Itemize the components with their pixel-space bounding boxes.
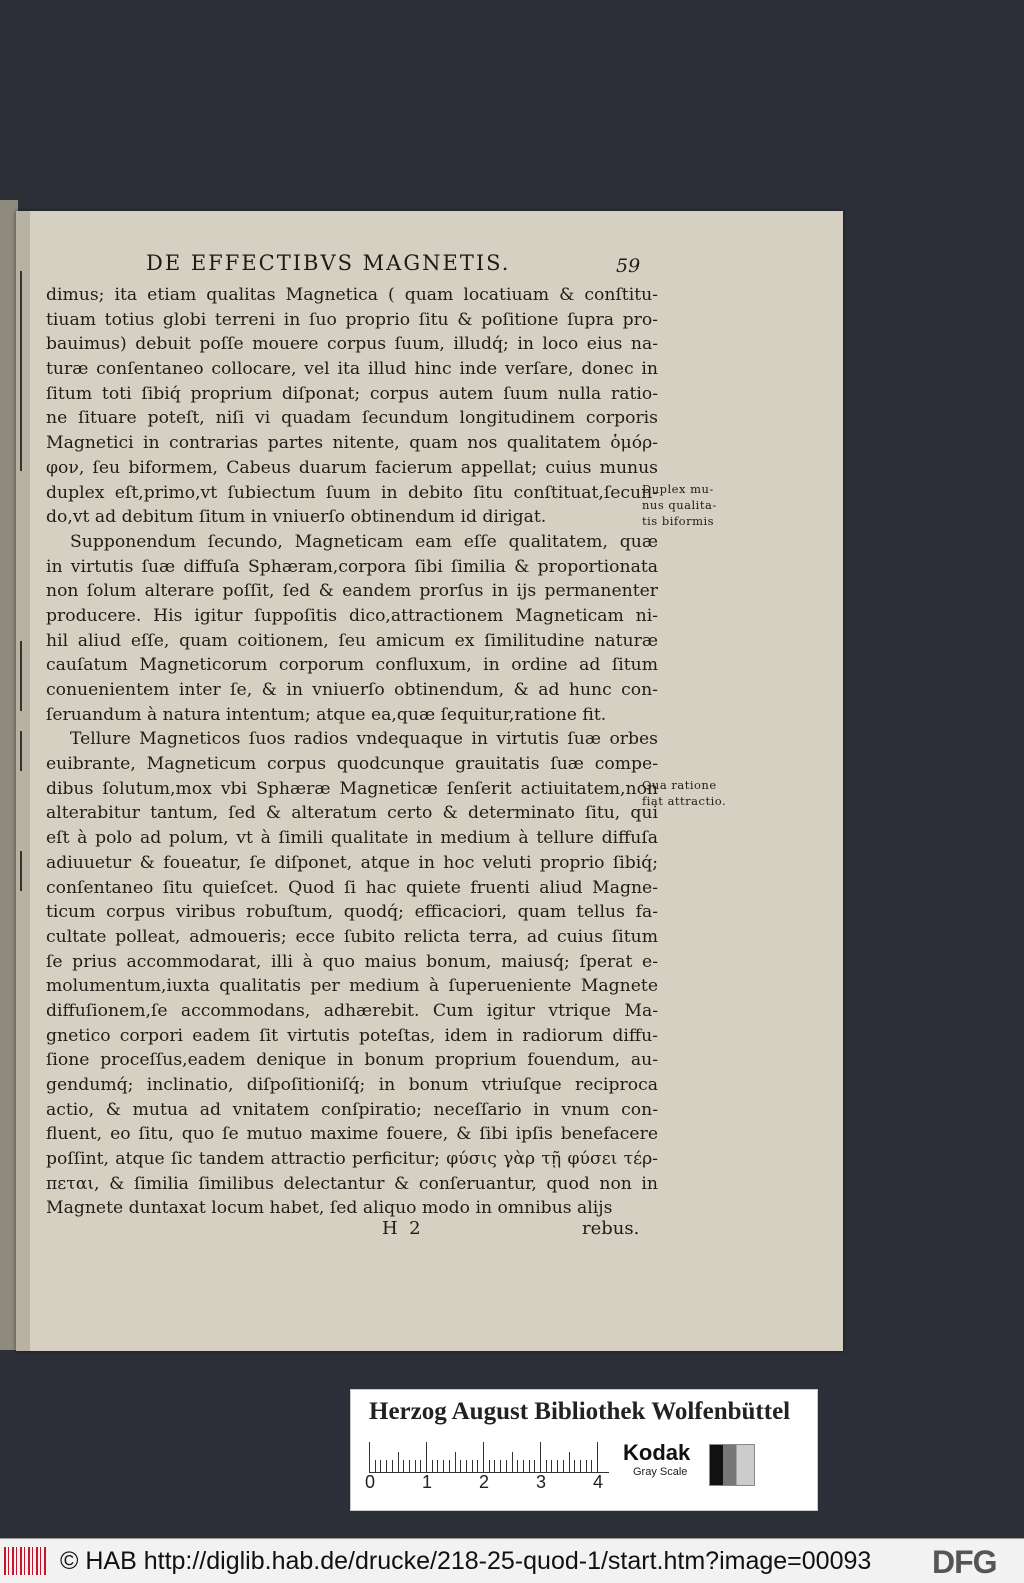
- body-text: [46, 283, 658, 1221]
- text-line: ſeruandum à natura intentum; atque ea,quæ ſequitur,ratione fit.: [46, 704, 607, 725]
- text-line: diffuſionem,ſe accommodans, adhærebit. Cum igitur vtrique Ma-: [46, 1000, 658, 1021]
- text-line: cauſatum Magneticorum corporum confluxum, in ordine ad ſitum: [46, 655, 658, 676]
- text-line: molumentum,iuxta qualitatis per medium à ſuperueniente Magnete: [46, 976, 658, 997]
- text-line: eſt à polo ad polum, vt à ſimili qualitate in medium à tellure diffuſa: [46, 828, 658, 849]
- text-line: gnetico corpori eadem ſit virtutis poteſtas, idem in radiorum diffu-: [46, 1025, 658, 1046]
- running-head: DE EFFECTIBVS MAGNETIS.: [146, 251, 511, 275]
- ruler-number: 2: [479, 1472, 490, 1492]
- text-line: producere. His igitur ſuppoſitis dico,attractionem Magneticam ni-: [46, 605, 658, 626]
- text-line: ſione proceſſus,eadem denique in bonum proprium fouendum, au-: [46, 1050, 658, 1071]
- text-line: hil aliud eſſe, quam coitionem, ſeu amicum ex ſimilitudine naturæ: [46, 630, 658, 651]
- margin-note-text: Duplex mu- nus qualita- tis biformis: [642, 482, 717, 528]
- text-line: conſentaneo ſitu quieſcet. Quod ſi hac quiete fruenti aliud Magne-: [46, 877, 658, 898]
- ruler-number: 3: [536, 1472, 547, 1492]
- text-line: ſitum toti ſibiq́ proprium diſponat; corpus autem ſuum nulla ratio-: [46, 383, 658, 404]
- text-line: cultate polleat, admoueris; ecce ſubito relicta terra, ad cuius ſitum: [46, 926, 658, 947]
- text-line: ne ſituare poteſt, niſi vi quadam ſecundum longitudinem corporis: [46, 408, 658, 429]
- text-line: gendumq́; inclinatio, diſpoſitioniſq́; in bonum vtriuſque reciproca: [46, 1075, 658, 1095]
- text-line: ticum corpus viribus robuſtum, quodq́; efficaciori, quam tellus fa-: [46, 902, 658, 923]
- grayscale-label: Gray Scale: [633, 1466, 688, 1478]
- barcode-icon: [4, 1547, 48, 1575]
- catchword: rebus.: [582, 1218, 640, 1239]
- text-line: in virtutis ſuæ diffuſa Sphæram,corpora ſibi ſimilia & proportionata: [46, 556, 658, 577]
- text-line: turæ conſentaneo collocare, vel ita illud hinc inde verſare, donec in: [46, 359, 658, 380]
- status-bar: [0, 1538, 1024, 1583]
- ruler-number: 1: [422, 1472, 433, 1492]
- ruler-number: 4: [593, 1472, 604, 1492]
- book-page: [16, 211, 843, 1351]
- gray-swatch: [709, 1444, 755, 1486]
- ruler-number: 0: [365, 1472, 376, 1492]
- text-line: poſſint, atque ſic tandem attractio perficitur; φύσις γὰρ τῇ φύσει τέρ-: [46, 1149, 658, 1170]
- text-line: actio, & mutua ad vnitatem conſpiratio; neceſſario in vnum con-: [46, 1099, 658, 1120]
- ruler: [369, 1442, 609, 1473]
- text-line: euibrante, Magneticum corpus quodcunque grauitatis ſuæ compe-: [46, 754, 658, 775]
- text-line: non ſolum alterare poſſit, ſed & eandem prorſus in ijs permanenter: [46, 581, 658, 602]
- text-line: dimus; ita etiam qualitas Magnetica ( quam locatiuam & conſtitu-: [46, 285, 658, 305]
- text-line: tiuam totius globi terreni in ſuo proprio ſitu & poſitione ſupra pro-: [46, 309, 658, 330]
- page-gutter: [16, 211, 30, 1351]
- text-line: conuenientem inter ſe, & in vniuerſo obtinendum, & ad hunc con-: [46, 680, 658, 700]
- text-line: Magnetici in contrarias partes nitente, quam nos qualitatem ὁμόρ-: [46, 433, 658, 454]
- page-number: 59: [616, 255, 641, 277]
- text-line: dibus ſolutum,mox vbi Sphæræ Magneticæ ſenſerit actiuitatem,non: [46, 778, 658, 799]
- margin-note-duplex: [642, 481, 737, 529]
- text-line: φον, ſeu biformem, Cabeus duarum facierum appellat; cuius munus: [46, 457, 658, 478]
- text-line: duplex eſt,primo,vt ſubiectum ſuum in debito ſitu conſtituat,ſecun-: [46, 482, 658, 503]
- text-line: ſe prius accommodarat, illi à quo maius bonum, maiusq́; ſperat e-: [46, 951, 658, 972]
- text-line: do,vt ad debitum ſitum in vniuerſo obtinendum id dirigat.: [46, 507, 547, 528]
- margin-note-text: Qua ratione fiat attractio.: [642, 778, 727, 808]
- text-line: bauimus) debuit poſſe mouere corpus ſuum, illudq́; in loco eius na-: [46, 334, 658, 355]
- text-line: alterabitur tantum, ſed & alteratum certo & determinato ſitu, qui: [46, 803, 658, 824]
- margin-note-attractio: [642, 777, 737, 809]
- text-line: Tellure Magneticos ſuos radios vndequaque in virtutis ſuæ orbes: [70, 729, 658, 750]
- kodak-logo: Kodak: [623, 1440, 691, 1465]
- dfg-logo: DFG: [932, 1544, 997, 1580]
- color-reference-card: [350, 1389, 818, 1511]
- text-line: adiuuetur & foueatur, ſe diſponet, atque in hoc veluti proprio ſibiq́;: [46, 852, 658, 873]
- text-line: fluent, eo ſitu, quo ſe mutuo maxime fouere, & ſibi ipſis benefacere: [46, 1124, 658, 1145]
- text-line: Magnete duntaxat locum habet, ſed aliquo modo in omnibus alijs: [46, 1198, 613, 1219]
- copyright-url[interactable]: © HAB http://diglib.hab.de/drucke/218-25-quod-1/start.htm?image=00093: [60, 1547, 872, 1575]
- text-line: Supponendum ſecundo, Magneticam eam eſſe qualitatem, quæ: [70, 531, 658, 552]
- card-title: Herzog August Bibliothek Wolfenbüttel: [369, 1398, 791, 1425]
- text-line: πεται, & ſimilia ſimilibus delectantur & conſeruantur, quod non in: [46, 1173, 658, 1194]
- signature-mark: H 2: [382, 1218, 421, 1239]
